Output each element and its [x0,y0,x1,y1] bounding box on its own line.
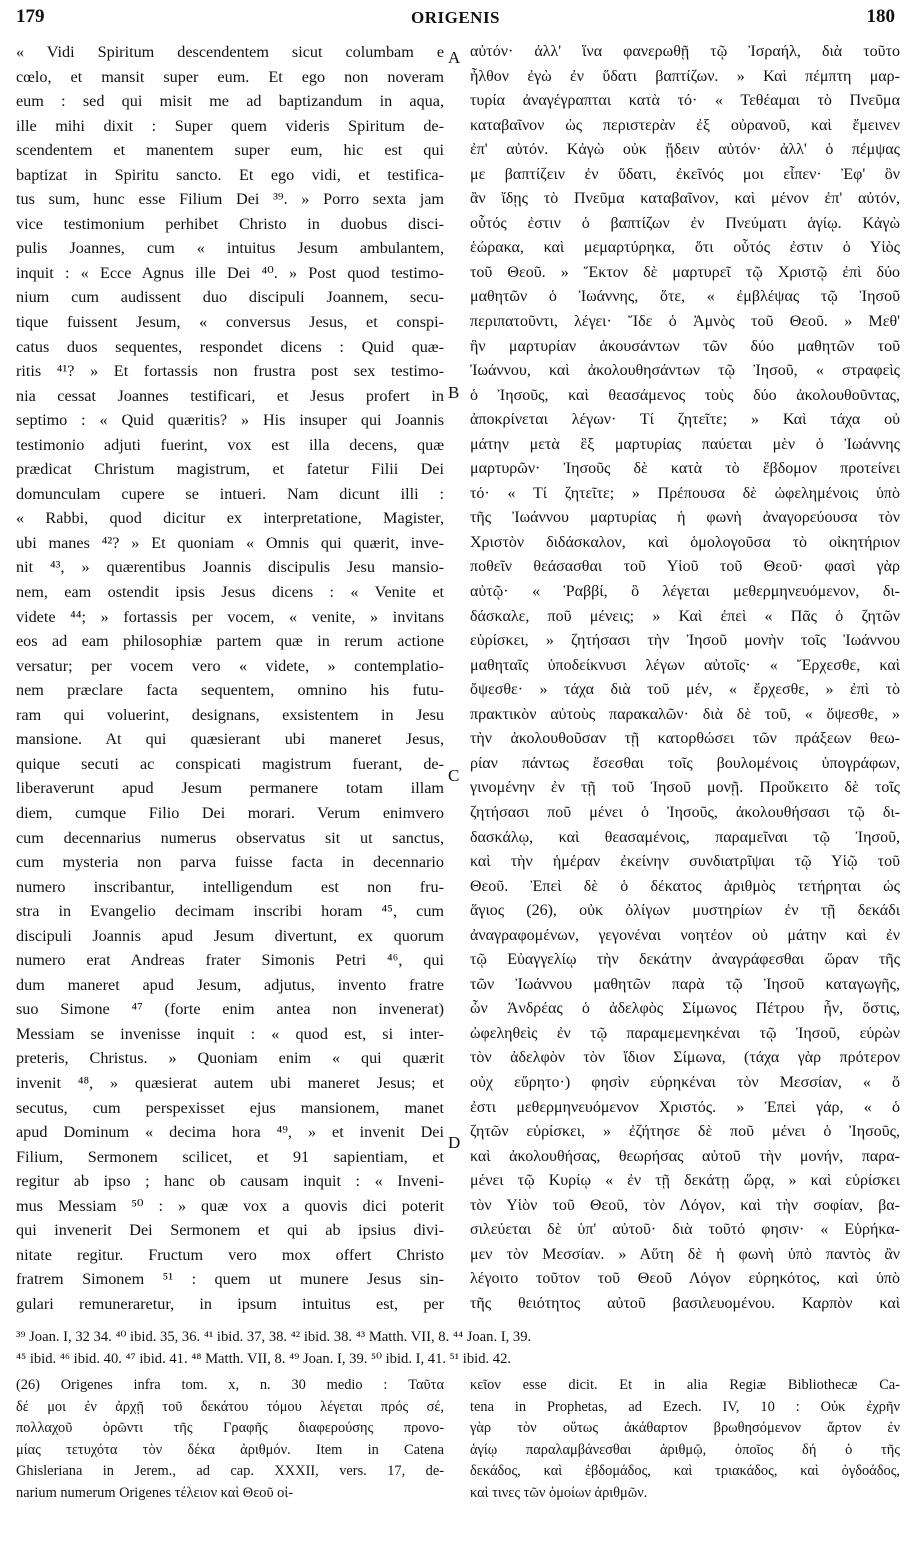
text-line: καταβαῖνον ὡς περιστερὰν ἐξ οὐρανοῦ, καὶ ἔμεινεν [470,116,900,134]
text-line: μαθηταῖς ὑποδείκνυσι λέγων αὐτοῖς· « Ἔρχεσθε, καὶ [470,656,900,674]
text-line: scendentem et manentem super eum, hic est qui [16,141,444,160]
latin-column [16,40,444,1315]
margin-mark-d: D [448,1133,461,1152]
page-number-left: 179 [16,6,45,27]
note-line: ἁγίῳ παραλαμβάνεσθαι ἀριθμῷ, ὁποῖος δή ὁ τῆς [470,1441,900,1458]
text-line: prædicat Christum magistrum, et fatetur Filii Dei [16,460,444,479]
text-line: τῷ Εὐαγγελίῳ τὴν δεκάτην ἀναγράφεσθαι ὥραν τῆς [470,951,900,969]
text-line: ἅγιος (26), οὐκ ὀλίγων μυστηρίων ἐν τῇ δεκάδι [470,902,900,920]
text-line: ἣν μαρτυρίαν ἀκουσάντων τῶν δύο μαθητῶν τοῦ [470,337,900,355]
text-line: ἦλθον ἐγὼ ἐν ὕδατι βαπτίζων. » Καὶ πέμπτη μαρ- [470,67,900,85]
note-line: μίας τετυχότα τὸν δέκα ἀριθμόν. Item in Catena [16,1441,444,1458]
text-line: preteris, Christus. » Quoniam enim « qui quærit [16,1049,444,1068]
text-line: μαρτυρῶν· Ἰησοῦς δὲ κατὰ τὸ ἕβδομον προτείνει [470,460,900,478]
text-line: tique fuissent Jesum, « conversus Jesus, et conspi- [16,313,444,332]
text-line: regitur ab ipso ; hanc ob causam inquit : « Inveni- [16,1172,444,1191]
text-line: Ἰωάννου, καὶ ἀκολουθησάντων τῷ Ἰησοῦ, « στραφεὶς [470,362,900,380]
text-line: videte ⁴⁴; » fortassis per vocem, « venite, » invitans [16,607,444,626]
text-line: ἂν ἴδῃς τὸ Πνεῦμα καταβαῖνον, καὶ μένον ἐπ' αὐτόν, [470,190,900,208]
text-line: ὁ Ἰησοῦς, καὶ θεασάμενος τοὺς δύο ἀκολουθοῦντας, [470,386,900,404]
text-line: Χριστὸν διδάσκαλον, καὶ ὁμολογοῦσα τὸ οἰκητήριον [470,533,900,551]
text-line: pulis Joannes, cum « intuitus Jesum ambulantem, [16,239,444,258]
note-line: πολλαχοῦ ὁρῶντι τῆς Γραφῆς διαφερούσης προνο- [16,1420,444,1436]
text-line: λέγοιτο τοῦτον τοῦ Θεοῦ Λόγον εὑρηκότος, καὶ ὑπὸ [470,1270,900,1288]
note-line: (26) Origenes infra tom. x, n. 30 medio : Ταῦτα [16,1377,444,1393]
text-line: domunculam cupere se intueri. Nam dicunt illi : [16,484,444,503]
text-line: μεν τὸν Μεσσίαν. » Αὕτη δὲ ἡ φωνὴ ὑπὸ παντὸς ἂν [470,1245,900,1263]
text-line: τὸν Υἱὸν τοῦ Θεοῦ, τὸν Λόγον, καὶ τὴν σοφίαν, βα- [470,1196,900,1214]
text-line: septimo : « Quid quæritis? » His insuper qui Joannis [16,411,444,430]
running-title: ORIGENIS [410,8,501,27]
text-line: vice testimonium perhibet Christo in duobus disci- [16,214,444,233]
text-line: « Rabbi, quod dicitur ex interpretatione, Magister, [16,509,444,528]
footnote-references [16,1326,906,1370]
text-line: ποθεῖν θεάσασθαι τοῦ Υἱοῦ τοῦ Θεοῦ· φασὶ γὰρ [470,558,900,576]
text-line: cum mysteria non parva fuisse facta in decennario [16,853,444,872]
text-line: inquit : « Ecce Agnus ille Dei ⁴⁰. » Post quod testimo- [16,263,444,282]
editorial-note-right [470,1375,900,1504]
text-line: αὐτόν· ἀλλ' ἵνα φανερωθῇ τῷ Ἰσραήλ, διὰ τοῦτο [470,43,900,60]
text-line: ὄψεσθε· » τάχα διὰ τοῦ μέν, « ἔρχεσθε, » ἐπὶ τὸ [470,681,900,699]
text-line: οὗτός ἐστιν ὁ βαπτίζων ἐν Πνεύματι ἁγίῳ. Κἀγὼ [470,214,900,232]
text-line: με βαπτίζειν ἐν ὕδατι, ἐκεῖνός μοι εἶπεν· Ἐφ' ὃν [470,165,900,183]
text-line: nium cum audissent duo discipuli Joannem, secu- [16,288,444,307]
footnote-line: ⁴⁵ ibid. ⁴⁶ ibid. 40. ⁴⁷ ibid. 41. ⁴⁸ Matth. VII, 8. ⁴⁹ Joan. I, 39. ⁵⁰ ibid. I, 41. ⁵¹ ibid. 42. [16,1351,512,1367]
note-line: γὰρ τὸν οὕτως ἀκάθαρτον βρωθησόμενον ἄρτον ἐν [470,1420,900,1436]
text-line: cœlo, et mansit super eum. Et ego non noveram [16,67,444,86]
margin-mark-a: A [448,48,461,67]
text-line: δάσκαλε, ποῦ μένεις; » Καὶ ἐπεὶ « Πᾶς ὁ ζητῶν [470,607,900,625]
text-line: ἐστι μεθερμηνευόμενον Χριστός. » Ἐπεὶ γάρ, « ὁ [470,1098,900,1116]
note-line: κεῖον esse dicit. Et in alia Regiæ Bibliothecæ Ca- [470,1377,900,1393]
text-line: σιλεύεται δὲ ὑπ' αὐτοῦ· διὰ τοῦτό φησιν· « Εὑρήκα- [470,1221,900,1239]
text-line: discipuli Joannis apud Jesum divertunt, ex quorum [16,926,444,945]
note-line: Ghisleriana in Jerem., ad cap. XXXII, vers. 17, de- [16,1463,444,1479]
text-line: stra in Evangelio decimam inscribi horam ⁴⁵, cum [16,902,444,921]
text-line: τῆς θειότητος αὐτοῦ βασιλευομένου. Καρπὸν καὶ [470,1294,900,1312]
text-line: ἀναγραφομένων, γεγονέναι νοητέον οὐ μάτην καὶ ἐν [470,926,900,944]
text-line: eum : sed qui misit me ad baptizandum in aqua, [16,92,444,111]
text-line: ritis ⁴¹? » Et fortassis non frustra post sex testimo- [16,362,444,381]
text-line: qui invenerit Dei Sermonem et qui ab ipsius divi- [16,1221,444,1240]
margin-mark-b: B [448,383,460,402]
text-line: τυρία ἀναγέγραπται κατὰ τό· « Τεθέαμαι τὸ Πνεῦμα [470,92,900,110]
text-line: ὧν Ἀνδρέας ὁ ἀδελφὸς Σίμωνος Πέτρου ἦν, ὅστις, [470,1000,900,1018]
text-line: diem, cumque Filio Dei morari. Verum enimvero [16,803,444,822]
text-line: dum maneret apud Jesum, adjutus, invento fratre [16,975,444,994]
text-line: nem præclare facta sequentem, omnino his futu- [16,681,444,700]
text-line: ram qui voluerint, designans, exsistentem in Jesu [16,705,444,724]
text-line: versatur; per vocem vero « videte, » contemplatio- [16,656,444,675]
text-line: suo Simone ⁴⁷ (forte enim antea non invenerat) [16,1000,444,1019]
page-number-right: 180 [866,6,895,27]
margin-mark-c: C [448,766,460,785]
text-line: ἑώρακα, καὶ μεμαρτύρηκα, ὅτι οὗτός ἐστιν ὁ Υἱὸς [470,239,900,257]
text-line: numero erat Andreas frater Simonis Petri ⁴⁶, qui [16,951,444,970]
text-line: quique secuti ac conspicati magistrum fuerant, de- [16,754,444,773]
text-line: τὸν ἀδελφὸν τὸν ἴδιον Σίμωνα, (τάχα γὰρ πρότερον [470,1049,900,1067]
text-line: invenit ⁴⁸, » quæsierat autem ubi maneret Jesus; et [16,1073,444,1092]
text-line: Messiam se invenisse inquit : « quod est, si inter- [16,1024,444,1043]
note-line: δέ μοι ἐν ἀρχῇ τοῦ δεκάτου τόμου λέγεται πρός σέ, [16,1398,444,1415]
text-line: ζητῶν εὑρίσκει, » ἐζήτησε δὲ ποῦ μένει ὁ Ἰησοῦς, [470,1123,900,1141]
text-line: mus Messiam ⁵⁰ : » quæ vox a quovis dici poterit [16,1196,444,1215]
note-line: καὶ τινες τῶν ὁμοίων ἀριθμῶν. [470,1484,648,1501]
text-line: ζητήσασι ποῦ μένει ὁ Ἰησοῦς, ἀκολουθήσασι τῷ δι- [470,803,900,821]
running-header [16,6,895,36]
text-line: fratrem Simonem ⁵¹ : quem ut munere Jesus sin- [16,1270,444,1289]
text-line: εὑρίσκει, » ζητήσασι τὴν Ἰησοῦ μονὴν τοῖς Ἰωάννου [470,632,900,650]
text-line: μένει τῷ Κυρίῳ « ἐν τῇ δεκάτῃ ὥρᾳ, » καὶ εὑρίσκει [470,1172,900,1190]
text-line: δασκάλῳ, καὶ θεασαμένοις, παραμεῖναι τῷ Ἰησοῦ, [470,828,900,846]
text-line: cum decennarius numerus observatus sit ut sanctus, [16,828,444,847]
text-line: αὐτῷ· « Ῥαββί, ὃ λέγεται μεθερμηνευόμενον, δι- [470,583,900,601]
text-line: πρακτικὸν αὐτοὺς παρακαλῶν· διὰ δὲ τοῦ, « ὄψεσθε, » [470,705,900,723]
text-line: ubi manes ⁴²? » Et quoniam « Omnis qui quærit, inve- [16,533,444,552]
text-line: testimonio adjuti fuerint, vox est illa decens, quæ [16,435,444,454]
text-line: οὐχ εὕρητο·) φησὶν εὑρηκέναι τὸν Μεσσίαν, « ὅ [470,1073,900,1091]
text-line: apud Dominum « decima hora ⁴⁹, » et invenit Dei [16,1123,444,1142]
text-line: catus duos sequentes, respondet dicens : Quid quæ- [16,337,444,356]
note-line: tena in Prophetas, ad Ezech. IV, 10 : Οὐκ ἐχρῆν [470,1398,900,1415]
text-line: τῶν Ἰωάννου μαθητῶν παρὰ τῷ Ἰησοῦ καταγωγῆς, [470,975,900,993]
text-line: ille mihi dixit : Super quem videris Spiritum de- [16,116,444,135]
text-line: Filium, Sermonem scilicet, et 91 sapientiam, et [16,1147,444,1166]
text-line: τῆς Ἰωάννου μαρτυρίας ἡ φωνὴ ἀναγορεύουσα τὸν [470,509,900,527]
text-line: τὴν ἀκολουθοῦσαν τῇ κατορθώσει τῶν πράξεων θεω- [470,730,900,748]
text-line: ρίαν πάντως ἔσεσθαι τοῖς βουλομένοις ὑπογράφων, [470,754,900,772]
text-line: γινομένην ἐν τῇ τοῦ Ἰησοῦ μονῇ. Προὔκειτο δὲ τοῖς [470,779,900,797]
text-line: nit ⁴³, » quærentibus Joannis discipulis Jesu mansio- [16,558,444,577]
note-line: narium numerum Origenes τέλειον καὶ Θεοῦ οἰ- [16,1484,294,1501]
text-line: περιπατοῦντι, λέγει· Ἴδε ὁ Ἀμνὸς τοῦ Θεοῦ. » Μεθ' [470,313,900,331]
text-line: καὶ ἀκολουθήσας, θεωρήσας αὐτοῦ τὴν μονήν, παρα- [470,1147,900,1165]
text-line: nitate regitur. Fructum vero mox offert Christo [16,1245,444,1264]
text-line: gulari remuneraretur, in ipsum intuitus est, per [16,1294,444,1313]
text-line: tus sum, hunc esse Filium Dei ³⁹. » Porro sexta jam [16,190,444,209]
text-line: eos ad eam philosophiæ partem quæ in rerum actione [16,632,444,651]
editorial-note-left [16,1375,444,1504]
text-line: Θεοῦ. Ἐπεὶ δὲ ὁ δέκατος ἀριθμὸς τετήρηται ὡς [470,877,900,895]
text-line: τό· « Τί ζητεῖτε; » Πρέπουσα δὲ ὠφελημένοις ὑπὸ [470,484,900,502]
text-line: baptizat in Spiritu sancto. Et ego vidi, et testifica- [16,165,444,184]
text-line: ἐπ' αὐτόν. Κἀγὼ οὐκ ᾔδειν αὐτόν· ἀλλ' ὁ πέμψας [470,141,900,159]
note-line: δεκάδος, καὶ ἑβδομάδος, καὶ τριακάδος, καὶ ὀγδοάδος, [470,1463,900,1479]
text-line: ἀποκρίνεται λέγων· Τί ζητεῖτε; » Καὶ τάχα οὐ [470,411,900,429]
text-line: numero inscribantur, intelligendum est non fru- [16,877,444,896]
text-line: τοῦ Θεοῦ. » Ἕκτον δὲ μαρτυρεῖ τῷ Χριστῷ ἐπὶ δύο [470,263,900,281]
text-line: μαθητῶν ὁ Ἰωάννης, ὅτε, « ἐμβλέψας τῷ Ἰησοῦ [470,288,900,306]
text-line: ὠφεληθεὶς ἐν τῷ παραμεμενηκέναι τῷ Ἰησοῦ, εὑρὼν [470,1024,900,1042]
text-line: mansione. At qui quæsierant ubi maneret Jesus, [16,730,444,749]
text-line: « Vidi Spiritum descendentem sicut columbam e [16,43,444,61]
greek-column [470,40,900,1315]
text-line: nia cessat Joannes testificari, et Jesus profert in [16,386,444,405]
text-line: nem, eam ostendit ipsis Jesus dicens : « Venite et [16,583,444,602]
text-line: liberaverunt apud Jesum permanere totam illam [16,779,444,798]
text-line: καὶ τὴν ἡμέραν ἐκείνην συνδιατρῖψαι τῷ Υἱῷ τοῦ [470,853,900,871]
footnote-line: ³⁹ Joan. I, 32 34. ⁴⁰ ibid. 35, 36. ⁴¹ ibid. 37, 38. ⁴² ibid. 38. ⁴³ Matth. VII, 8. ⁴⁴ Joan. I, 39. [16,1329,532,1345]
text-line: secutus, cum perspexisset ejus mansionem, manet [16,1098,444,1117]
text-line: μάτην μετὰ ἓξ μαρτυρίας παύεται μὲν ὁ Ἰωάννης [470,435,900,453]
